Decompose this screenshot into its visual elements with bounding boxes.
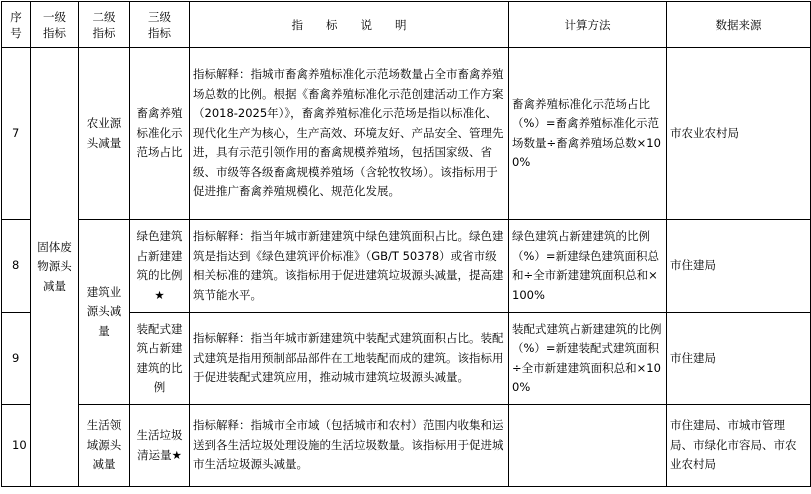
header-source: 数据来源: [667, 2, 811, 48]
indicator-description: 指标解释：指城市畜禽养殖标准化示范场数量占全市畜禽养殖场总数的比例。根据《畜禽养殖标准化示范创建活动工作方案（2018-2025年）》，畜禽养殖标准化示范场是指以标准化、现代化生产为核心，生产高效、环境友好、产品安全、管理先进，具有示范引领作用的畜禽规模养殖场，包括国家级、省级、市级等各级畜禽规模养殖场（含轮牧牧场）。该指标用于促进推广畜禽养殖规模化、规范化发展。: [190, 48, 509, 220]
level1-indicator: 固体废物源头减量: [31, 48, 79, 487]
data-source: 市住建局: [667, 220, 811, 313]
level2-indicator: 生活领域源头减量: [79, 405, 130, 487]
indicator-description: 指标解释：指当年城市新建建筑中绿色建筑面积占比。绿色建筑是指达到《绿色建筑评价标准》（GB/T 50378）或省市级相关标准的建筑。该指标用于促进建筑垃圾源头减量，提高建筑节能水平。: [190, 220, 509, 313]
table-row: [2, 405, 811, 487]
level3-indicator: 绿色建筑占新建建筑的比例★: [130, 220, 190, 313]
calculation-method: 畜禽养殖标准化示范场占比（%）=畜禽养殖标准化示范场数量÷畜禽养殖场总数×100%: [509, 48, 667, 220]
calculation-method: [509, 405, 667, 487]
row-number: 8: [2, 220, 31, 313]
indicator-table: [1, 1, 811, 487]
level3-indicator: 生活垃圾清运量★: [130, 405, 190, 487]
row-number: 7: [2, 48, 31, 220]
calculation-method: 装配式建筑占新建建筑的比例（%）=新建装配式建筑面积÷全市新建建筑面积总和×100%: [509, 313, 667, 405]
table-header-row: [2, 2, 811, 48]
data-source: 市住建局、市城市管理局、市绿化市容局、市农业农村局: [667, 405, 811, 487]
header-level3: 三级 指标: [130, 2, 190, 48]
indicator-description: 指标解释：指当年城市新建建筑中装配式建筑面积占比。装配式建筑是指用预制部品部件在工地装配而成的建筑。该指标用于促进装配式建筑应用，推动城市建筑垃圾源头减量。: [190, 313, 509, 405]
level2-indicator: 建筑业源头减量: [79, 220, 130, 405]
table-row: [2, 48, 811, 220]
header-description: 指 标 说 明: [190, 2, 509, 48]
header-method: 计算方法: [509, 2, 667, 48]
row-number: 10: [2, 405, 31, 487]
header-seq: 序 号: [2, 2, 31, 48]
level2-indicator: 农业源头减量: [79, 48, 130, 220]
indicator-description: 指标解释：指城市全市域（包括城市和农村）范围内收集和运送到各生活垃圾处理设施的生活垃圾数量。该指标用于促进城市生活垃圾源头减量。: [190, 405, 509, 487]
data-source: 市住建局: [667, 313, 811, 405]
level3-indicator: 装配式建筑占新建建筑的比例: [130, 313, 190, 405]
header-level2: 二级 指标: [79, 2, 130, 48]
row-number: 9: [2, 313, 31, 405]
table-row: [2, 220, 811, 313]
header-level1: 一级 指标: [31, 2, 79, 48]
calculation-method: 绿色建筑占新建建筑的比例（%）=新建绿色建筑面积总和÷全市新建建筑面积总和×100%: [509, 220, 667, 313]
data-source: 市农业农村局: [667, 48, 811, 220]
level3-indicator: 畜禽养殖标准化示范场占比: [130, 48, 190, 220]
